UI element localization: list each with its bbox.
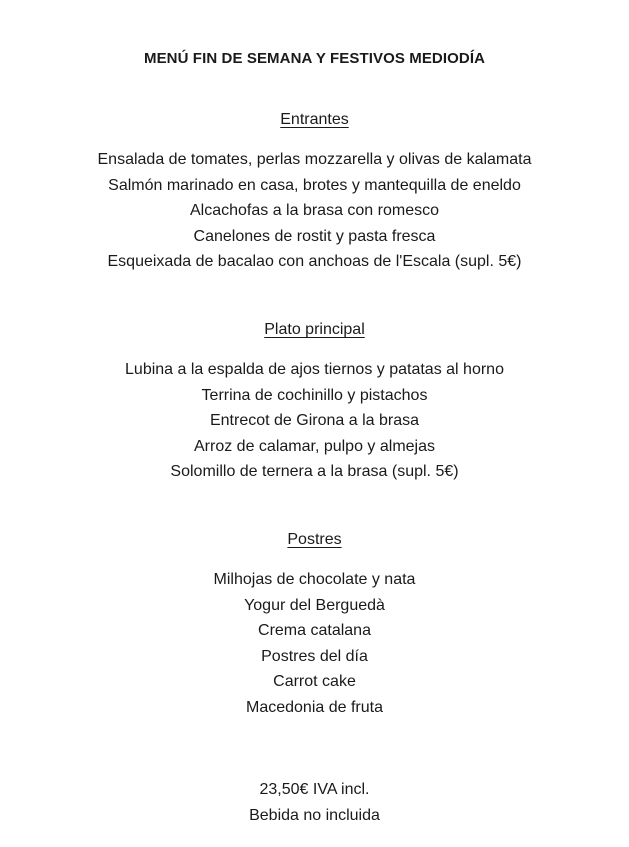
section-heading: Plato principal — [264, 321, 365, 338]
menu-footer — [0, 777, 629, 829]
section-postres — [0, 529, 629, 721]
dish-item: Crema catalana — [258, 622, 371, 640]
dish-item: Entrecot de Girona a la brasa — [209, 412, 419, 430]
dish-item: Canelones de rostit y pasta fresca — [193, 227, 436, 245]
section-plato-principal — [0, 319, 629, 485]
drinks-note: Bebida no incluida — [249, 807, 380, 824]
price-label: 23,50€ IVA incl. — [259, 781, 370, 798]
dish-item: Postres del día — [261, 647, 368, 665]
dish-item: Milhojas de chocolate y nata — [213, 571, 416, 588]
dish-item: Terrina de cochinillo y pistachos — [201, 386, 428, 404]
section-entrantes — [0, 109, 629, 275]
section-heading: Entrantes — [280, 111, 349, 128]
dish-item: Solomillo de ternera a la brasa (supl. 5€) — [170, 463, 459, 481]
dish-item: Salmón marinado en casa, brotes y mantequilla de eneldo — [108, 176, 521, 194]
dish-item: Lubina a la espalda de ajos tiernos y patatas al horno — [125, 361, 504, 378]
dish-item: Ensalada de tomates, perlas mozzarella y olivas de kalamata — [97, 151, 532, 168]
dish-item: Arroz de calamar, pulpo y almejas — [194, 437, 435, 455]
dish-item: Yogur del Berguedà — [244, 596, 385, 614]
dish-list — [0, 567, 629, 721]
dish-list — [0, 147, 629, 275]
dish-item: Esqueixada de bacalao con anchoas de l'Escala (supl. 5€) — [107, 253, 522, 271]
dish-item: Carrot cake — [273, 673, 356, 691]
section-heading: Postres — [287, 531, 342, 548]
menu-title: MENÚ FIN DE SEMANA Y FESTIVOS MEDIODÍA — [143, 50, 486, 67]
dish-list — [0, 357, 629, 485]
dish-item: Alcachofas a la brasa con romesco — [189, 202, 439, 220]
dish-item: Macedonia de fruta — [246, 698, 383, 716]
